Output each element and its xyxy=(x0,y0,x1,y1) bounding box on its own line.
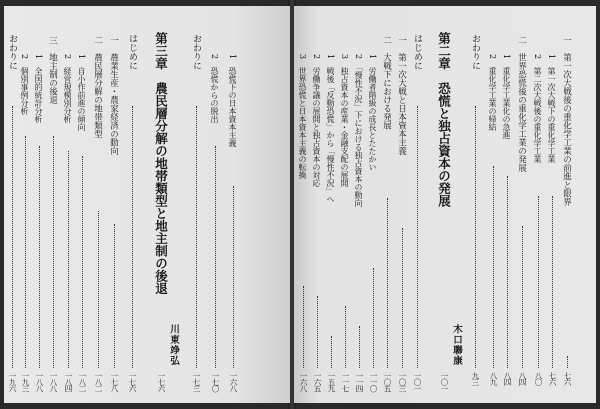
toc-entry-label: 二 農民層分解の地帯類型 xyxy=(92,36,103,138)
page-number: 八〇 xyxy=(534,372,543,385)
toc-entry-label: 3 世界恐慌と日本資本主義の転換 xyxy=(298,54,307,180)
toc-entry-label: 3 独占資本の産業・金融支配の展開 xyxy=(340,54,349,188)
page-number: 七六 xyxy=(548,372,557,385)
left-page xyxy=(4,6,290,403)
page-number: 一八八 xyxy=(35,372,44,392)
toc-entry-label: 二 世界恐慌後の重化学工業の発展 xyxy=(516,36,527,172)
toc-entry-label: 一 第一次大戦と日本資本主義 xyxy=(396,36,407,155)
leader-dots xyxy=(402,228,405,368)
toc-entry-label: おわりに xyxy=(470,34,480,70)
page-number: 八四 xyxy=(503,372,512,385)
leader-dots xyxy=(387,198,390,368)
toc-entry xyxy=(340,54,348,187)
toc-entry-label: 三 地主制の後退 xyxy=(47,36,58,104)
toc-entry xyxy=(368,54,376,171)
page-number: 八四 xyxy=(518,372,527,385)
page-number: 七六 xyxy=(563,372,572,385)
toc-entry xyxy=(7,34,16,70)
page-number: 一〇五 xyxy=(383,372,392,392)
leader-dots xyxy=(522,226,525,368)
leader-dots xyxy=(82,156,85,368)
leader-dots xyxy=(345,306,348,368)
toc-entry-label: 第三章 農民層分解の地帯類型と地主制の後退 xyxy=(153,32,169,295)
page-number: 一一〇 xyxy=(369,372,378,392)
leader-dots xyxy=(417,106,420,368)
toc-entry xyxy=(470,34,479,70)
leader-dots xyxy=(114,224,117,368)
leader-dots xyxy=(98,211,101,368)
toc-entry xyxy=(312,54,320,187)
leader-dots xyxy=(39,146,42,368)
chapter-title xyxy=(154,32,167,295)
toc-entry xyxy=(488,54,496,131)
leader-dots xyxy=(373,268,376,368)
toc-entry xyxy=(326,54,334,203)
leader-dots xyxy=(68,151,71,368)
toc-entry-label: 2 「慢性不況」下における独占資本の動向 xyxy=(354,54,363,208)
toc-entry-label: 1 全国的統計分析 xyxy=(34,54,43,124)
toc-entry-label: はじめに xyxy=(127,34,137,70)
page-number: 一七〇 xyxy=(211,372,220,392)
leader-dots xyxy=(12,106,15,368)
chapter-title xyxy=(437,32,450,207)
toc-entry xyxy=(397,36,406,155)
toc-entry xyxy=(210,54,218,123)
toc-entry xyxy=(77,54,85,131)
toc-entry-label: 1 恐慌下の日本資本主義 xyxy=(228,54,237,148)
page-number: 一六八 xyxy=(299,372,308,392)
leader-dots xyxy=(475,106,478,368)
toc-entry-label: 1 労働者階級の成長とたたかい xyxy=(368,54,377,172)
page-number: 一九三 xyxy=(21,372,30,392)
leader-dots xyxy=(215,146,218,368)
chapter-author: 木口聯康 xyxy=(451,324,462,366)
page-number: 一〇三 xyxy=(398,372,407,392)
leader-dots xyxy=(493,166,496,368)
page-number: 一八四 xyxy=(64,372,73,392)
toc-entry xyxy=(298,54,306,179)
toc-entry xyxy=(34,54,42,123)
toc-entry xyxy=(382,36,391,130)
toc-entry xyxy=(63,54,71,123)
toc-entry-label: 一 第一次大戦後の重化学工業の前進と限界 xyxy=(561,36,572,206)
leader-dots xyxy=(507,176,510,368)
leader-dots xyxy=(567,356,570,368)
leader-dots xyxy=(317,296,320,368)
leader-dots xyxy=(196,106,199,368)
leader-dots xyxy=(303,286,306,368)
page-number: 一七六 xyxy=(157,372,166,392)
toc-entry xyxy=(109,36,118,155)
page-number: 九三 xyxy=(471,372,480,385)
toc-entry-label: 1 重化学工業化の急進 xyxy=(502,54,511,140)
leader-dots xyxy=(233,186,236,368)
page-number: 一〇一 xyxy=(440,372,449,392)
toc-entry xyxy=(533,54,541,163)
toc-entry-label: はじめに xyxy=(412,34,422,70)
toc-entry-label: おわりに xyxy=(7,34,17,70)
toc-entry-label: 2 経営規模別分析 xyxy=(63,54,72,124)
toc-entry-label: 2 重化学工業の帰結 xyxy=(488,54,497,132)
leader-dots xyxy=(331,336,334,368)
toc-entry xyxy=(93,36,102,138)
toc-entry xyxy=(191,34,200,70)
toc-entry-label: 1 戦後「反動恐慌」から「慢性不況」へ xyxy=(326,54,335,204)
toc-entry-label: 2 個別事例分析 xyxy=(20,54,29,116)
toc-entry xyxy=(228,54,236,147)
toc-entry xyxy=(502,54,510,139)
toc-entry-label: 1 自小作前進の傾向 xyxy=(77,54,86,132)
toc-entry xyxy=(562,36,571,206)
page-number: 一七六 xyxy=(128,372,137,392)
toc-entry xyxy=(127,34,136,70)
page-number: 一八二 xyxy=(78,372,87,392)
toc-entry xyxy=(412,34,421,70)
right-page xyxy=(294,6,596,403)
chapter-author: 川東竫弘 xyxy=(168,324,179,366)
page-number: 一五九 xyxy=(327,372,336,392)
page-number: 一八二 xyxy=(94,372,103,392)
toc-entry-label: 2 労働争議の展開と独占資本の対応 xyxy=(312,54,321,188)
page-number: 一六五 xyxy=(313,372,322,392)
toc-entry xyxy=(547,54,555,163)
toc-entry xyxy=(20,54,28,115)
leader-dots xyxy=(53,136,56,368)
toc-entry-label: 一 農業生産・農家経済の動向 xyxy=(108,36,119,155)
page-number: 八九 xyxy=(489,372,498,385)
page-number: 一九六 xyxy=(8,372,17,392)
page-number: 一七三 xyxy=(192,372,201,392)
page-number: 一一四 xyxy=(355,372,364,392)
page-number: 一一七 xyxy=(341,372,350,392)
page-number: 一〇一 xyxy=(413,372,422,392)
leader-dots xyxy=(552,196,555,368)
toc-entry-label: 第二章 恐慌と独占資本の発展 xyxy=(436,32,452,207)
toc-entry-label: 1 第一次大戦下の重化学工業 xyxy=(547,54,556,164)
toc-entry xyxy=(354,54,362,207)
page-number: 一六八 xyxy=(229,372,238,392)
toc-entry xyxy=(517,36,526,172)
leader-dots xyxy=(359,326,362,368)
leader-dots xyxy=(132,106,135,368)
toc-entry-label: おわりに xyxy=(191,34,201,70)
toc-entry-label: 2 恐慌からの脱出 xyxy=(210,54,219,124)
page-number: 一七八 xyxy=(110,372,119,392)
leader-dots xyxy=(538,196,541,368)
toc-entry xyxy=(48,36,57,104)
toc-entry-label: 二 大戦下における発展 xyxy=(381,36,392,130)
leader-dots xyxy=(25,136,28,368)
toc-entry-label: 2 第二次大戦後の重化学工業 xyxy=(533,54,542,164)
page-number: 一八八 xyxy=(49,372,58,392)
